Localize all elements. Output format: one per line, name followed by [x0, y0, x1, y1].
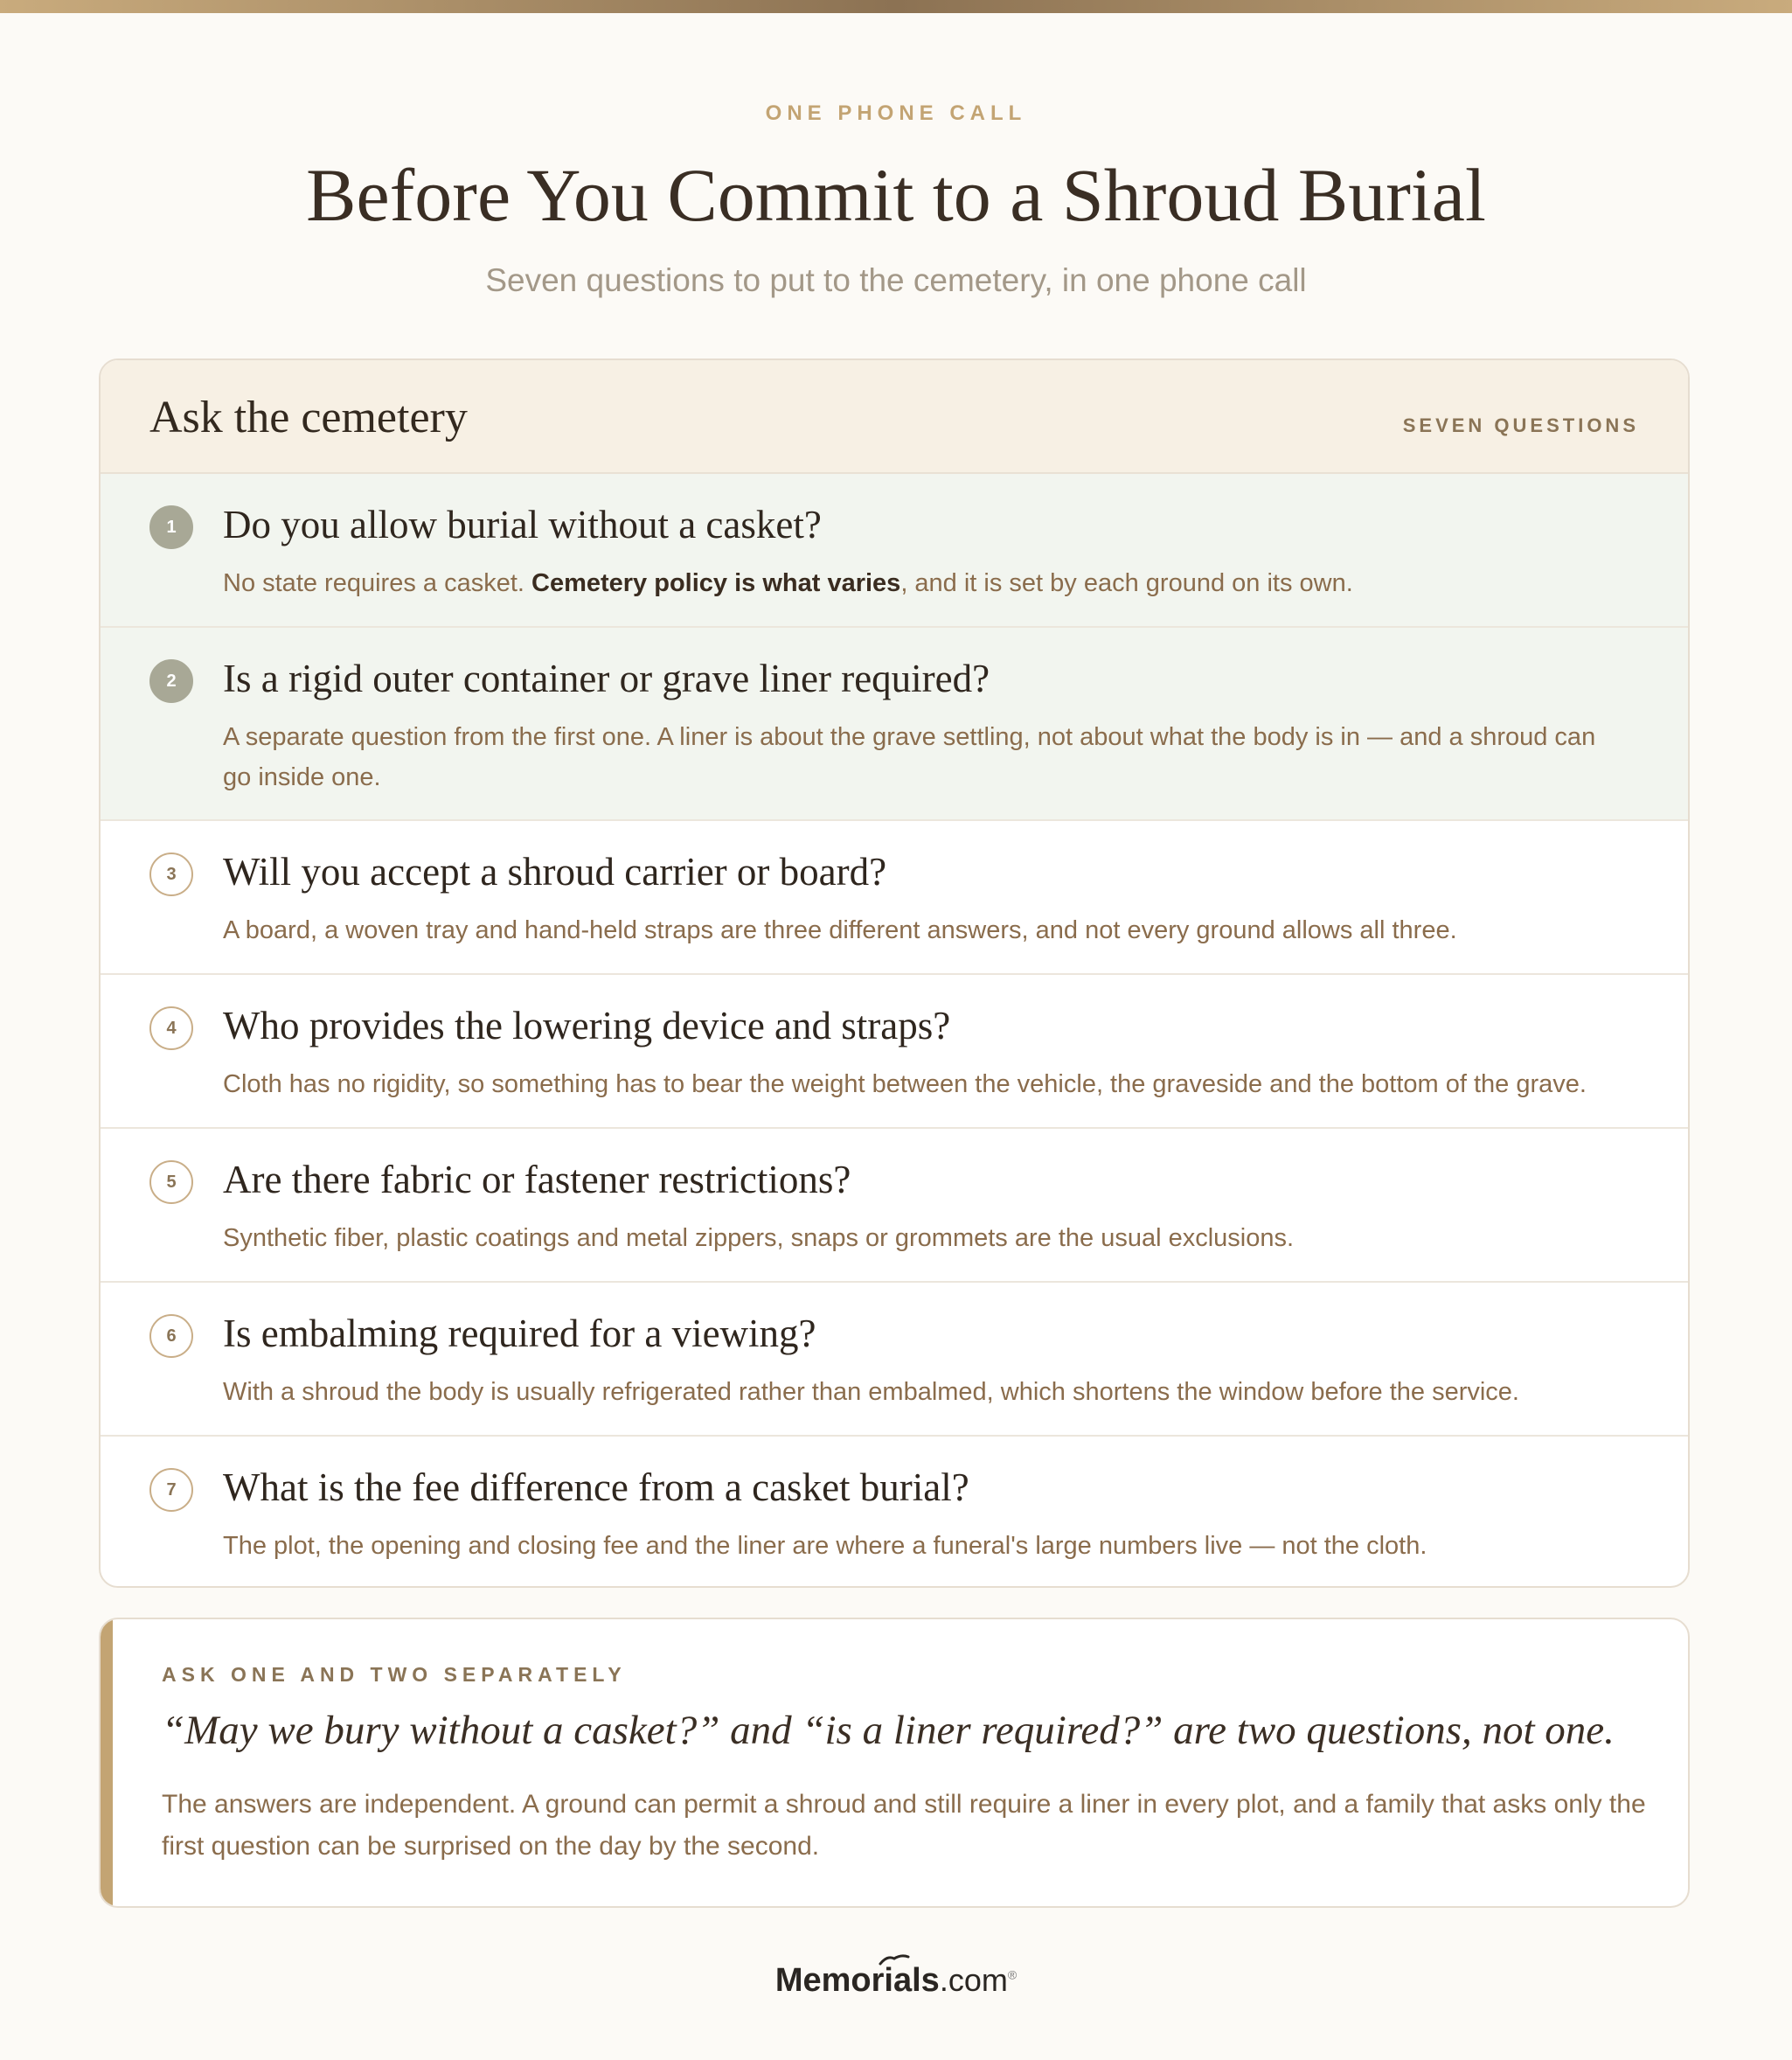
question-body-text: No state requires a casket. — [223, 569, 531, 597]
page-eyebrow: ONE PHONE CALL — [765, 101, 1027, 125]
question-body-text: , and it is set by each ground on its own. — [900, 569, 1353, 597]
question-number-badge: 2 — [149, 659, 193, 703]
question-item — [101, 975, 1688, 1129]
logo-name: Memorials — [774, 1962, 940, 1999]
card-title: Ask the cemetery — [149, 393, 468, 442]
question-title: Are there fabric or fastener restrictions? — [223, 1158, 851, 1201]
callout-quote: “May we bury without a casket?” and “is a liner required?” are two questions, not one. — [162, 1708, 1615, 1753]
memorials-logo — [0, 1962, 1792, 2000]
question-title: Do you allow burial without a casket? — [223, 503, 822, 546]
question-number-badge: 5 — [149, 1160, 193, 1204]
question-item — [101, 474, 1688, 628]
logo-registered-mark: ® — [1007, 1967, 1018, 1982]
logo-suffix: .com — [939, 1962, 1008, 1998]
question-item — [101, 821, 1688, 975]
logo-swoosh-icon — [879, 1953, 910, 1966]
question-title: Is a rigid outer container or grave liner required? — [223, 657, 990, 700]
question-item — [101, 1437, 1688, 1588]
question-number-badge: 3 — [149, 853, 193, 896]
question-number-badge: 6 — [149, 1314, 193, 1358]
question-body: Cloth has no rigidity, so something has to bear the weight between the vehicle, the graveside and the bottom of the grave. — [223, 1070, 1587, 1098]
question-item — [101, 628, 1688, 821]
page-title: Before You Commit to a Shroud Burial — [306, 153, 1486, 237]
card-tag: SEVEN QUESTIONS — [1402, 414, 1639, 436]
callout-body: The answers are independent. A ground can permit a shroud and still require a liner in every plot, and a family that asks only the first question can be surprised on the day by the second. — [162, 1790, 1646, 1861]
question-title: What is the fee difference from a casket burial? — [223, 1465, 969, 1509]
question-title: Who provides the lowering device and straps? — [223, 1004, 951, 1047]
page-subtitle: Seven questions to put to the cemetery, in one phone call — [485, 262, 1307, 298]
callout-box — [99, 1618, 1690, 1908]
question-body: A board, a woven tray and hand-held straps are three different answers, and not every ground allows all three. — [223, 916, 1457, 944]
question-body: Synthetic fiber, plastic coatings and metal zippers, snaps or grommets are the usual exclusions. — [223, 1224, 1295, 1252]
question-item — [101, 1129, 1688, 1283]
question-number-badge: 7 — [149, 1468, 193, 1512]
question-title: Will you accept a shroud carrier or board? — [223, 850, 887, 894]
callout-eyebrow: ASK ONE AND TWO SEPARATELY — [162, 1663, 627, 1686]
question-body — [223, 563, 1604, 603]
card-header — [101, 360, 1688, 474]
question-body: The plot, the opening and closing fee and the liner are where a funeral's large numbers live — not the cloth. — [223, 1532, 1427, 1560]
question-body: A separate question from the first one. A liner is about the grave settling, not about what the body is in — and a shroud can go inside one. — [223, 723, 1596, 791]
questions-card — [99, 358, 1690, 1588]
question-item — [101, 1283, 1688, 1437]
question-body-emphasis: Cemetery policy is what varies — [531, 569, 901, 597]
question-title: Is embalming required for a viewing? — [223, 1312, 816, 1355]
logo-wordmark — [775, 1962, 1017, 1999]
question-number-badge: 4 — [149, 1006, 193, 1050]
question-number-badge: 1 — [149, 505, 193, 549]
top-accent-bar — [0, 0, 1792, 13]
question-body: With a shroud the body is usually refrigerated rather than embalmed, which shortens the window before the service. — [223, 1378, 1519, 1406]
callout-accent-bar — [101, 1619, 113, 1906]
